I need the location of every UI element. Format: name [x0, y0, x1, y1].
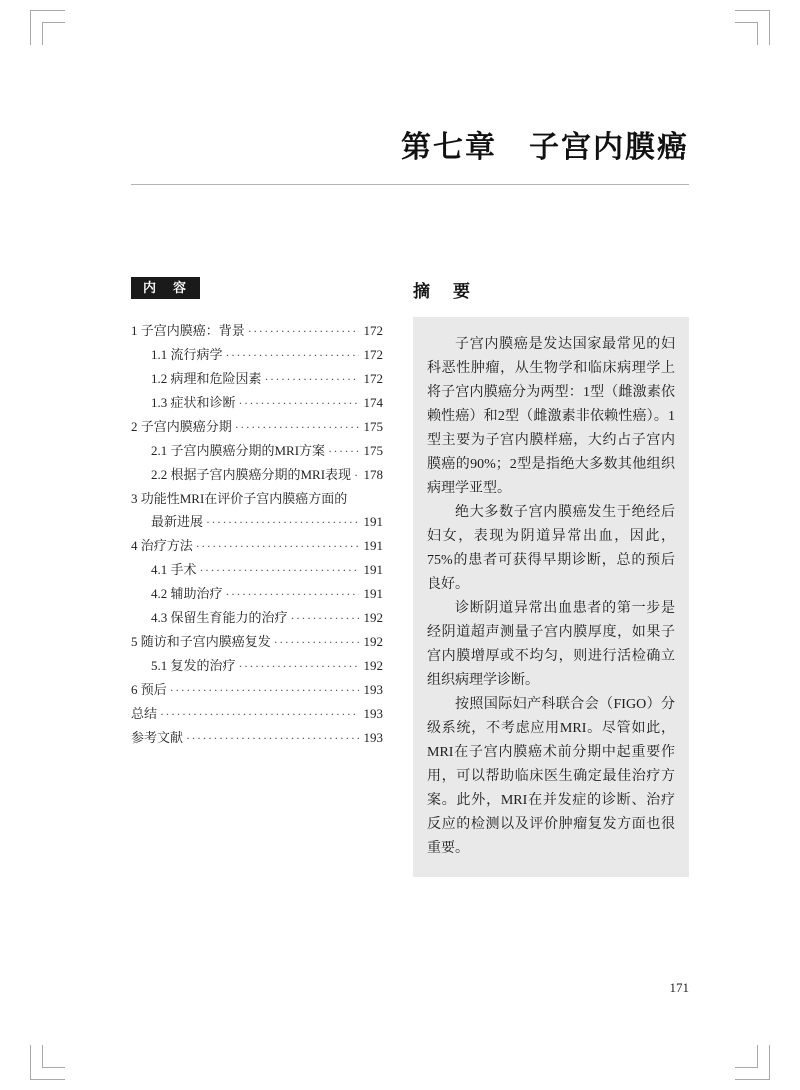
toc-leader-dots	[206, 510, 358, 534]
toc-item-label: 1.3 症状和诊断	[151, 395, 236, 410]
crop-mark-top-right-inner	[735, 22, 758, 45]
toc-item-page: 193	[363, 730, 383, 745]
toc-item-page: 172	[363, 323, 383, 338]
toc-item-label: 最新进展	[151, 514, 204, 529]
toc-leader-dots	[200, 558, 359, 582]
toc-item-label: 4.3 保留生育能力的治疗	[151, 610, 288, 625]
abstract-paragraph: 诊断阴道异常出血患者的第一步是经阴道超声测量子宫内膜厚度，如果子宫内膜增厚或不均匀，则进行活检确立组织病理学诊断。	[427, 601, 675, 688]
toc-item-page: 193	[363, 682, 383, 697]
toc-item-page: 192	[363, 634, 383, 649]
toc-item	[131, 630, 383, 654]
page-content	[131, 128, 689, 877]
toc-item	[131, 510, 383, 534]
toc-leader-dots	[160, 702, 358, 726]
toc-item-label: 5 随访和子宫内膜癌复发	[131, 634, 271, 649]
toc-item-label: 5.1 复发的治疗	[151, 658, 236, 673]
toc-item	[131, 678, 383, 702]
toc-item-label: 1.1 流行病学	[151, 347, 223, 362]
crop-mark-top-left-inner	[42, 22, 65, 45]
toc-item	[131, 534, 383, 558]
toc-item-label: 3 功能性MRI在评价子宫内膜癌方面的	[131, 491, 348, 506]
toc-item-label: 2 子宫内膜癌分期	[131, 419, 232, 434]
toc-item-label: 2.2 根据子宫内膜癌分期的MRI表现	[151, 467, 352, 482]
toc-item-label: 4.1 手术	[151, 562, 197, 577]
toc-item-page: 191	[363, 538, 383, 553]
chapter-title: 第七章 子宫内膜癌	[401, 131, 689, 164]
abstract-paragraph: 绝大多数子宫内膜癌发生于绝经后妇女，表现为阴道异常出血，因此，75%的患者可获得早期诊断，总的预后良好。	[427, 505, 675, 592]
two-column-layout	[131, 277, 689, 877]
toc-item	[131, 463, 383, 487]
toc-item	[131, 343, 383, 367]
toc-item	[131, 415, 383, 439]
toc-item	[131, 654, 383, 678]
toc-item-page: 172	[363, 347, 383, 362]
title-divider	[131, 184, 689, 185]
toc-item-page: 172	[363, 371, 383, 386]
toc-item-label: 4.2 辅助治疗	[151, 586, 223, 601]
column-gap	[383, 277, 413, 877]
toc-item	[131, 606, 383, 630]
toc-item	[131, 439, 383, 463]
toc-item-page: 174	[363, 395, 383, 410]
crop-mark-bottom-right-inner	[735, 1045, 758, 1068]
toc-item	[131, 367, 383, 391]
toc-leader-dots	[239, 654, 359, 678]
toc-leader-dots	[274, 630, 359, 654]
toc-item	[131, 319, 383, 343]
toc-item	[131, 391, 383, 415]
toc-leader-dots	[226, 582, 359, 606]
toc-leader-dots	[239, 391, 359, 415]
crop-mark-bottom-left-inner	[42, 1045, 65, 1068]
toc-item-page: 193	[363, 706, 383, 721]
toc-item-page: 192	[363, 658, 383, 673]
toc-item-label: 2.1 子宫内膜癌分期的MRI方案	[151, 443, 326, 458]
toc-item	[131, 582, 383, 606]
toc-item-label: 1.2 病理和危险因素	[151, 371, 262, 386]
toc-leader-dots	[196, 534, 359, 558]
toc-item-page: 191	[363, 562, 383, 577]
toc-leader-dots	[248, 319, 359, 343]
toc-item	[131, 702, 383, 726]
toc-leader-dots	[226, 343, 359, 367]
toc-item	[131, 487, 383, 510]
abstract-heading: 摘 要	[413, 282, 473, 301]
toc-item-label: 总结	[131, 706, 158, 721]
toc-leader-dots	[170, 678, 359, 702]
abstract-paragraph: 按照国际妇产科联合会（FIGO）分级系统，不考虑应用MRI。尽管如此，MRI在子宫内膜癌术前分期中起重要作用，可以帮助临床医生确定最佳治疗方案。此外，MRI在并发症的诊断、治疗反应的检测以及评价肿瘤复发方面也很重要。	[427, 697, 675, 856]
abstract-column	[413, 277, 689, 877]
toc-item-page: 191	[363, 586, 383, 601]
toc-item-label: 4 治疗方法	[131, 538, 193, 553]
abstract-paragraph: 子宫内膜癌是发达国家最常见的妇科恶性肿瘤，从生物学和临床病理学上将子宫内膜癌分为两型：1型（雌激素依赖性癌）和2型（雌激素非依赖性癌）。1型主要为子宫内膜样癌，大约占子宫内膜癌的90%；2型是指绝大多数其他组织病理学亚型。	[427, 337, 675, 496]
toc-item-label: 参考文献	[131, 730, 184, 745]
abstract-box	[413, 317, 689, 877]
toc-item-label: 6 预后	[131, 682, 167, 697]
page-number: 171	[669, 980, 689, 995]
toc-item	[131, 558, 383, 582]
toc-header: 内 容	[131, 277, 200, 299]
toc-list	[131, 319, 383, 750]
toc-item-page: 175	[363, 443, 383, 458]
toc-leader-dots	[328, 439, 358, 463]
toc-leader-dots	[235, 415, 359, 439]
toc-item-page: 178	[363, 467, 383, 482]
toc-leader-dots	[291, 606, 359, 630]
contents-column	[131, 277, 383, 877]
toc-leader-dots	[186, 726, 358, 750]
toc-item-label: 1 子宫内膜癌：背景	[131, 323, 245, 338]
toc-leader-dots	[265, 367, 359, 391]
toc-item-page: 192	[363, 610, 383, 625]
toc-item-page: 191	[363, 514, 383, 529]
toc-item	[131, 726, 383, 750]
toc-item-page: 175	[363, 419, 383, 434]
